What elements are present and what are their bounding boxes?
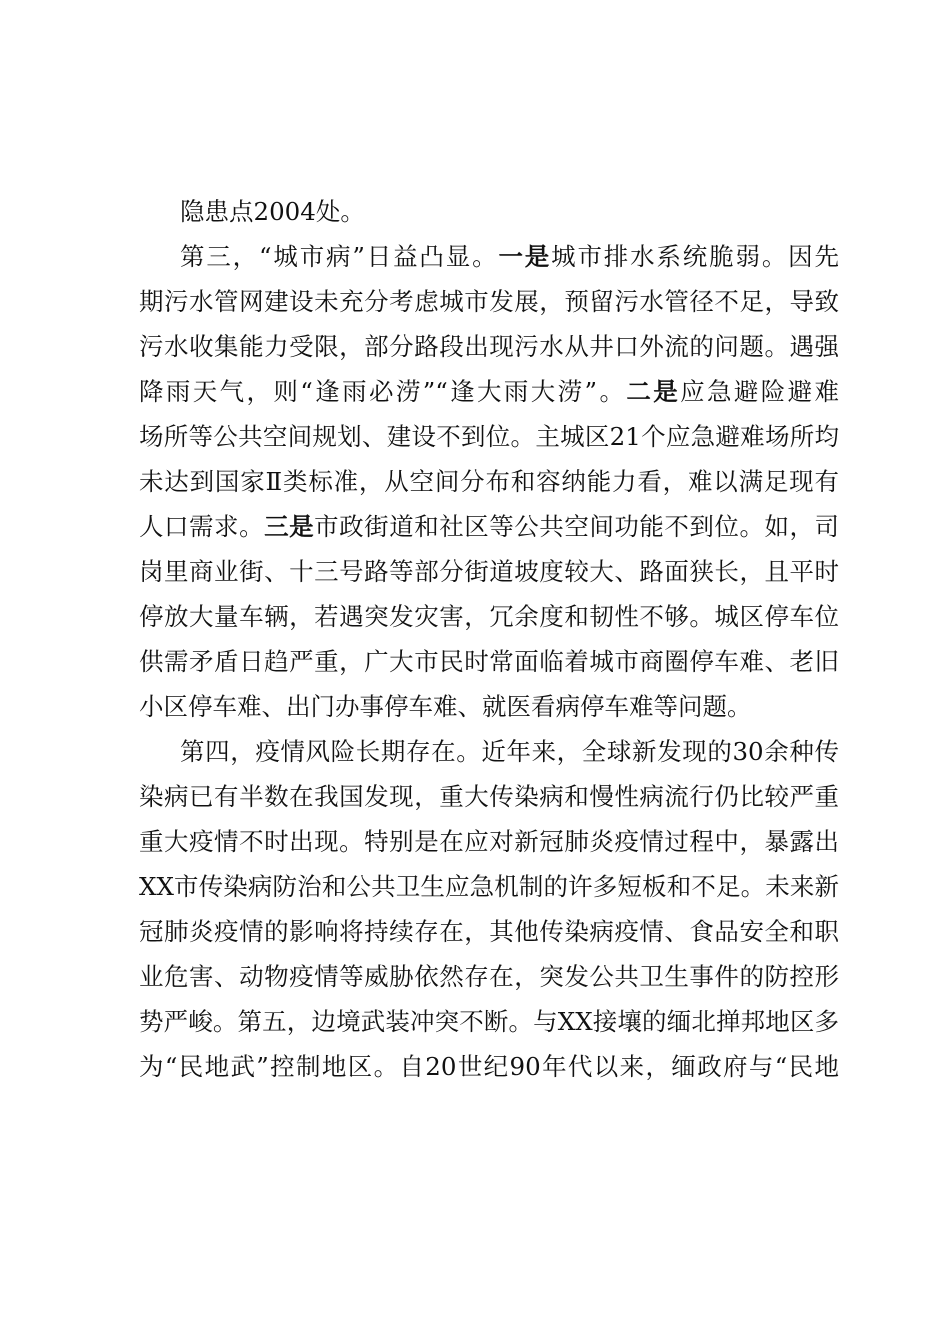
text-line: 降雨天气，则“逢雨必涝”“逢大雨大涝”。二是应急避险避难 xyxy=(139,377,839,406)
text-line: 第四，疫情风险长期存在。近年来，全球新发现的30余种传 xyxy=(180,737,839,766)
text-line: 重大疫情不时出现。特别是在应对新冠肺炎疫情过程中，暴露出 xyxy=(139,827,839,856)
bold-marker: 一是 xyxy=(498,242,552,271)
bold-marker: 三是 xyxy=(264,512,315,541)
text-line: 势严峻。第五，边境武装冲突不断。与XX接壤的缅北掸邦地区多 xyxy=(139,1007,839,1036)
text-line: 停放大量车辆，若遇突发灾害，冗余度和韧性不够。城区停车位 xyxy=(139,602,839,631)
bold-marker: 二是 xyxy=(626,377,681,406)
text-line: 场所等公共空间规划、建设不到位。主城区21个应急避难场所均 xyxy=(139,422,839,451)
text-line: 人口需求。三是市政街道和社区等公共空间功能不到位。如，司 xyxy=(139,512,840,541)
text-line: 隐患点2004处。 xyxy=(180,197,365,226)
text-line: 冠肺炎疫情的影响将持续存在，其他传染病疫情、食品安全和职 xyxy=(139,917,839,946)
text-line: 为“民地武”控制地区。自20世纪90年代以来，缅政府与“民地 xyxy=(139,1052,839,1081)
text-line: 未达到国家Ⅱ类标准，从空间分布和容纳能力看，难以满足现有 xyxy=(139,467,839,496)
text-line: XX市传染病防治和公共卫生应急机制的许多短板和不足。未来新 xyxy=(139,872,839,901)
text-line: 第三，“城市病”日益凸显。一是城市排水系统脆弱。因先 xyxy=(180,242,839,271)
text-line: 业危害、动物疫情等威胁依然存在，突发公共卫生事件的防控形 xyxy=(139,962,839,991)
text-line: 小区停车难、出门办事停车难、就医看病停车难等问题。 xyxy=(139,692,752,721)
text-line: 染病已有半数在我国发现，重大传染病和慢性病流行仍比较严重 xyxy=(139,782,839,811)
text-line: 供需矛盾日趋严重，广大市民时常面临着城市商圈停车难、老旧 xyxy=(139,647,839,676)
text-line: 期污水管网建设未充分考虑城市发展，预留污水管径不足，导致 xyxy=(139,287,839,316)
text-line: 岗里商业街、十三号路等部分街道坡度较大、路面狭长，且平时 xyxy=(139,557,839,586)
text-line: 污水收集能力受限，部分路段出现污水从井口外流的问题。遇强 xyxy=(139,332,839,361)
